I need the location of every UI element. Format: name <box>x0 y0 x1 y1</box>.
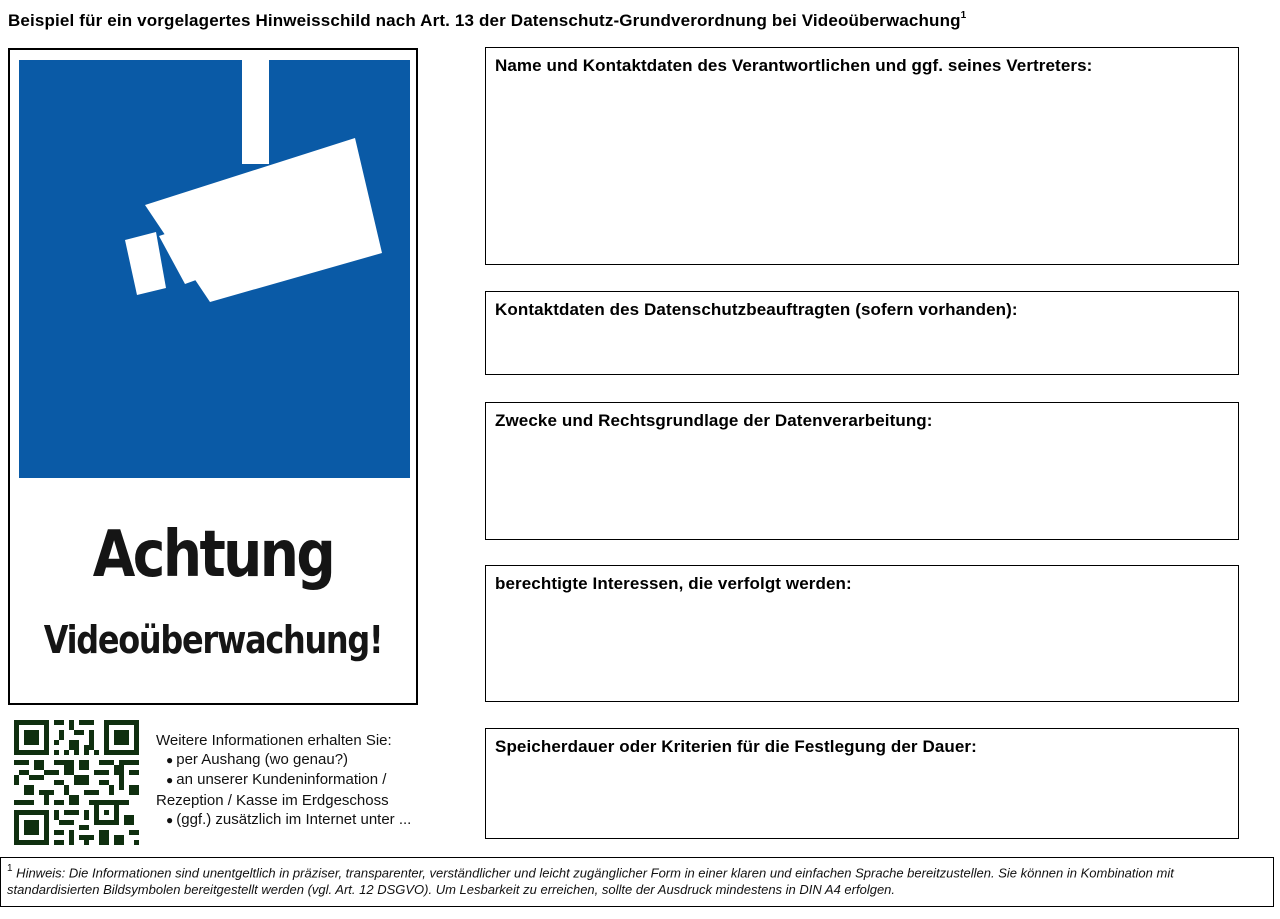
field-storage-duration[interactable] <box>485 728 1239 839</box>
footnote-text: Hinweis: Die Informationen sind unentgeltlich in präziser, transparenter, verständlicher und leicht zugänglicher Form in einer klaren und einfachen Sprache bereitzustellen. Sie können in Kombination mit standardisierten Bildsymbolen bereitgestellt werden (vgl. Art. 12 DSGVO). Um Lesbarkeit zu erreichen, sollte der Ausdruck mindestens in DIN A4 erfolgen. <box>7 865 1174 897</box>
sign-symbol-panel <box>19 60 410 478</box>
field-label: berechtigte Interessen, die verfolgt werden: <box>495 574 852 593</box>
field-legitimate-interests[interactable] <box>485 565 1239 702</box>
further-info-intro: Weitere Informationen erhalten Sie: <box>156 732 392 749</box>
sign-heading: Achtung <box>92 518 334 592</box>
footnote <box>0 857 1274 907</box>
field-purpose-legal-basis[interactable] <box>485 402 1239 540</box>
field-label: Kontaktdaten des Datenschutzbeauftragten (sofern vorhanden): <box>495 300 1018 319</box>
footnote-reference: 1 <box>960 10 967 22</box>
sign-subheading: Videoüberwachung! <box>43 618 383 662</box>
further-info-bullet: ● an unserer Kundeninformation / <box>156 770 411 790</box>
field-label: Name und Kontaktdaten des Verantwortlichen und ggf. seines Vertreters: <box>495 56 1093 75</box>
further-info <box>156 731 411 830</box>
page-title <box>8 11 966 31</box>
surveillance-camera-icon <box>19 60 410 478</box>
field-label: Speicherdauer oder Kriterien für die Festlegung der Dauer: <box>495 737 977 756</box>
further-info-bullet: ● per Aushang (wo genau?) <box>156 750 411 770</box>
bullet-icon: ● <box>166 753 174 768</box>
bullet-icon: ● <box>166 773 174 788</box>
footnote-marker: 1 <box>7 863 13 874</box>
warning-sign <box>8 48 418 705</box>
bullet-icon: ● <box>166 812 174 827</box>
further-info-continuation: Rezeption / Kasse im Erdgeschoss <box>156 791 389 809</box>
field-dpo-contact[interactable] <box>485 291 1239 375</box>
further-info-bullet: ● (ggf.) zusätzlich im Internet unter ... <box>156 810 411 830</box>
page-title-text: Beispiel für ein vorgelagertes Hinweisschild nach Art. 13 der Datenschutz-Grundverordnung bei Videoüberwachung <box>8 11 961 30</box>
field-label: Zwecke und Rechtsgrundlage der Datenverarbeitung: <box>495 411 933 430</box>
qr-code-icon <box>14 720 139 845</box>
field-controller-contact[interactable] <box>485 47 1239 265</box>
